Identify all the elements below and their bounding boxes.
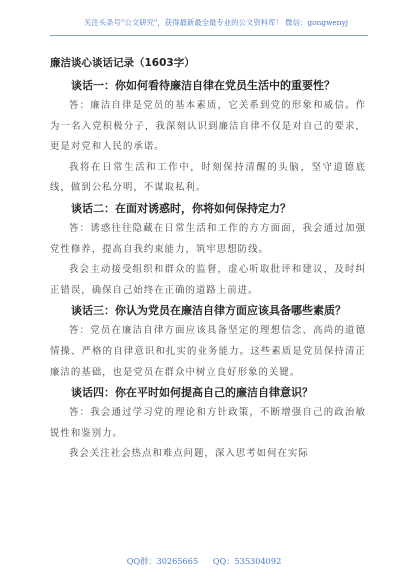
document-title: 廉洁谈心谈话记录（1603字） — [50, 57, 195, 69]
header-banner: 关注头条号"公文研究"，获得最新最全最专业的公文资料库！ 微信：gongwenyj — [83, 18, 349, 27]
section-paragraph: 答：廉洁自律是党员的基本素质，它关系到党的形象和威信。作为一名入党积极分子，我深刻认识到廉洁自律不仅是对自己的要求，更是对党和人民的承诺。 — [50, 100, 366, 153]
section-paragraph: 我会主动接受组织和群众的监督，虚心听取批评和建议，及时纠正错误，确保自己始终在正确的道路上前进。 — [50, 264, 366, 296]
section-question: 谈话二：在面对诱惑时，你将如何保持定力？ — [71, 201, 291, 215]
section-paragraph: 答：党员在廉洁自律方面应该具备坚定的理想信念、高尚的道德情操、严格的自律意识和扎实的业务能力。这些素质是党员保持清正廉洁的基础，也是党员在群众中树立良好形象的关键。 — [50, 325, 366, 378]
section-question: 谈话三：你认为党员在廉洁自律方面应该具备哪些素质？ — [71, 304, 346, 318]
section-question: 谈话四：你在平时如何提高自己的廉洁自律意识？ — [71, 386, 313, 400]
section-3 — [50, 301, 366, 383]
footer-qq: QQ：535304092 — [212, 556, 282, 566]
section-paragraph: 我会关注社会热点和难点问题，深入思考如何在实际 — [69, 448, 309, 460]
footer-qq-group: QQ群：30265665 — [126, 556, 199, 566]
footer-contact — [0, 556, 408, 567]
section-paragraph: 答：诱惑往往隐藏在日常生活和工作的方方面面，我会通过加强党性修养，提高自我约束能力，筑牢思想防线。 — [50, 222, 366, 255]
section-paragraph: 答：我会通过学习党的理论和方针政策，不断增强自己的政治敏锐性和鉴别力。 — [50, 407, 366, 439]
section-question: 谈话一：你如何看待廉洁自律在党员生活中的重要性？ — [71, 79, 335, 92]
document-body — [50, 54, 366, 465]
section-1 — [50, 76, 366, 199]
section-2 — [50, 199, 366, 301]
header-divider — [50, 35, 368, 36]
section-paragraph: 我将在日常生活和工作中，时刻保持清醒的头脑，坚守道德底线，做到公私分明，不谋取私利。 — [50, 161, 366, 194]
section-4 — [50, 383, 366, 465]
